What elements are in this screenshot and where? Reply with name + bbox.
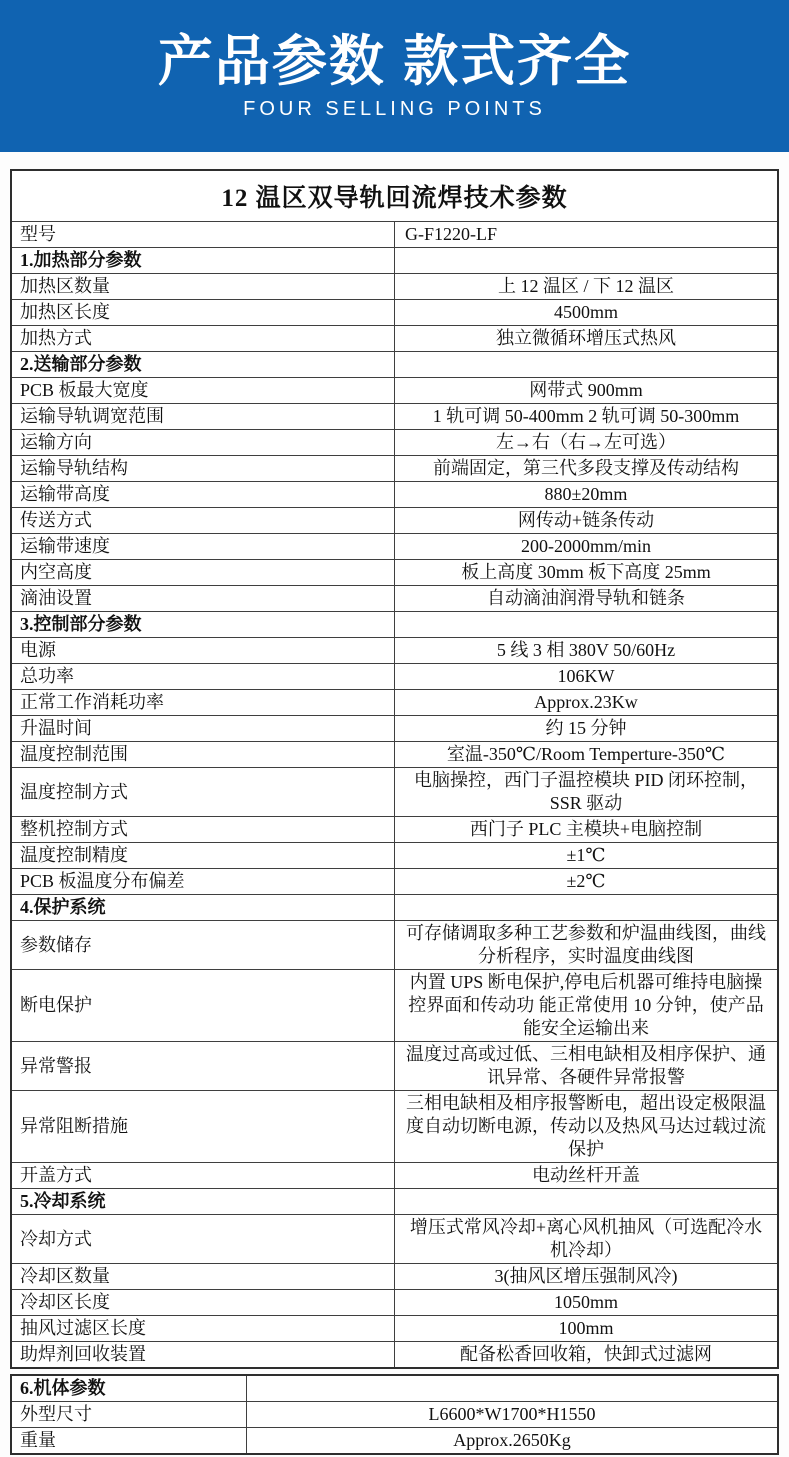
spec-row xyxy=(11,1091,778,1163)
spec-value: 1 轨可调 50-400mm 2 轨可调 50-300mm xyxy=(395,404,779,430)
spec-value: 温度过高或过低、三相电缺相及相序保护、通讯异常、各硬件异常报警 xyxy=(395,1042,779,1091)
spec-row xyxy=(11,664,778,690)
spec-label: 内空高度 xyxy=(11,560,395,586)
spec-row xyxy=(11,378,778,404)
section-label: 6.机体参数 xyxy=(11,1375,247,1402)
spec-row xyxy=(11,300,778,326)
spec-row xyxy=(11,690,778,716)
spec-row xyxy=(11,1402,778,1428)
spec-label: 运输导轨调宽范围 xyxy=(11,404,395,430)
spec-label: 运输方向 xyxy=(11,430,395,456)
body-params-table xyxy=(10,1374,779,1455)
spec-value: 自动滴油润滑导轨和链条 xyxy=(395,586,779,612)
spec-value: 上 12 温区 / 下 12 温区 xyxy=(395,274,779,300)
spec-row xyxy=(11,430,778,456)
spec-row xyxy=(11,1042,778,1091)
spec-value: 配备松香回收箱，快卸式过滤网 xyxy=(395,1342,779,1369)
spec-row xyxy=(11,843,778,869)
spec-value: 增压式常风冷却+离心风机抽风（可选配冷水机冷却） xyxy=(395,1215,779,1264)
spec-value: G-F1220-LF xyxy=(395,222,779,248)
section-header-row xyxy=(11,352,778,378)
spec-value xyxy=(395,352,779,378)
spec-label: 温度控制精度 xyxy=(11,843,395,869)
spec-value: 约 15 分钟 xyxy=(395,716,779,742)
spec-value: 左→右（右→左可选） xyxy=(395,430,779,456)
spec-label: 滴油设置 xyxy=(11,586,395,612)
spec-label: 整机控制方式 xyxy=(11,817,395,843)
spec-value: 室温-350℃/Room Temperture-350℃ xyxy=(395,742,779,768)
spec-label: 温度控制方式 xyxy=(11,768,395,817)
section-label: 2.送输部分参数 xyxy=(11,352,395,378)
spec-value xyxy=(395,612,779,638)
spec-sheet xyxy=(0,152,789,1457)
spec-label: 总功率 xyxy=(11,664,395,690)
spec-value: 1050mm xyxy=(395,1290,779,1316)
spec-value: 电脑操控，西门子温控模块 PID 闭环控制，SSR 驱动 xyxy=(395,768,779,817)
spec-row xyxy=(11,921,778,970)
spec-row xyxy=(11,1290,778,1316)
spec-value: Approx.23Kw xyxy=(395,690,779,716)
spec-label: 冷却区数量 xyxy=(11,1264,395,1290)
spec-label: 冷却方式 xyxy=(11,1215,395,1264)
spec-value: 三相电缺相及相序报警断电，超出设定极限温度自动切断电源，传动以及热风马达过载过流保护 xyxy=(395,1091,779,1163)
section-header-row xyxy=(11,612,778,638)
spec-label: PCB 板温度分布偏差 xyxy=(11,869,395,895)
spec-row xyxy=(11,742,778,768)
section-label: 3.控制部分参数 xyxy=(11,612,395,638)
spec-value: 西门子 PLC 主模块+电脑控制 xyxy=(395,817,779,843)
spec-row xyxy=(11,222,778,248)
spec-label: 异常警报 xyxy=(11,1042,395,1091)
spec-table xyxy=(10,169,779,1369)
spec-row xyxy=(11,586,778,612)
spec-table-title: 12 温区双导轨回流焊技术参数 xyxy=(11,170,778,222)
spec-row xyxy=(11,1428,778,1455)
spec-row xyxy=(11,482,778,508)
spec-row xyxy=(11,1215,778,1264)
spec-label: 运输导轨结构 xyxy=(11,456,395,482)
spec-label: 重量 xyxy=(11,1428,247,1455)
section-label: 1.加热部分参数 xyxy=(11,248,395,274)
section-label: 4.保护系统 xyxy=(11,895,395,921)
section-header-row xyxy=(11,1189,778,1215)
spec-row xyxy=(11,1316,778,1342)
spec-label: 加热方式 xyxy=(11,326,395,352)
spec-row xyxy=(11,560,778,586)
spec-value xyxy=(395,1189,779,1215)
spec-label: 型号 xyxy=(11,222,395,248)
section-header-row xyxy=(11,1375,778,1402)
spec-value: 106KW xyxy=(395,664,779,690)
spec-label: 升温时间 xyxy=(11,716,395,742)
spec-row xyxy=(11,456,778,482)
spec-table-title-row xyxy=(11,170,778,222)
section-header-row xyxy=(11,248,778,274)
spec-value xyxy=(395,895,779,921)
banner-title: 产品参数 款式齐全 xyxy=(157,29,632,92)
spec-value: ±1℃ xyxy=(395,843,779,869)
spec-label: 加热区数量 xyxy=(11,274,395,300)
section-label: 5.冷却系统 xyxy=(11,1189,395,1215)
spec-value xyxy=(395,248,779,274)
spec-label: 断电保护 xyxy=(11,970,395,1042)
spec-value: 前端固定，第三代多段支撑及传动结构 xyxy=(395,456,779,482)
spec-label: 传送方式 xyxy=(11,508,395,534)
spec-label: 参数储存 xyxy=(11,921,395,970)
spec-label: 温度控制范围 xyxy=(11,742,395,768)
spec-row xyxy=(11,1342,778,1369)
spec-label: 异常阻断措施 xyxy=(11,1091,395,1163)
spec-value: 4500mm xyxy=(395,300,779,326)
spec-value xyxy=(247,1375,779,1402)
spec-value: 880±20mm xyxy=(395,482,779,508)
spec-value: 200-2000mm/min xyxy=(395,534,779,560)
spec-label: 运输带高度 xyxy=(11,482,395,508)
spec-label: 抽风过滤区长度 xyxy=(11,1316,395,1342)
spec-value: 电动丝杆开盖 xyxy=(395,1163,779,1189)
spec-label: PCB 板最大宽度 xyxy=(11,378,395,404)
spec-row xyxy=(11,534,778,560)
spec-value: Approx.2650Kg xyxy=(247,1428,779,1455)
spec-row xyxy=(11,638,778,664)
spec-row xyxy=(11,869,778,895)
spec-label: 运输带速度 xyxy=(11,534,395,560)
spec-label: 冷却区长度 xyxy=(11,1290,395,1316)
spec-value: L6600*W1700*H1550 xyxy=(247,1402,779,1428)
spec-label: 电源 xyxy=(11,638,395,664)
spec-row xyxy=(11,274,778,300)
spec-label: 助焊剂回收装置 xyxy=(11,1342,395,1369)
spec-label: 加热区长度 xyxy=(11,300,395,326)
spec-row xyxy=(11,508,778,534)
spec-value: 板上高度 30mm 板下高度 25mm xyxy=(395,560,779,586)
spec-row xyxy=(11,970,778,1042)
section-header-row xyxy=(11,895,778,921)
spec-label: 外型尺寸 xyxy=(11,1402,247,1428)
spec-value: 独立微循环增压式热风 xyxy=(395,326,779,352)
spec-row xyxy=(11,326,778,352)
spec-value: ±2℃ xyxy=(395,869,779,895)
banner-subtitle: FOUR SELLING POINTS xyxy=(243,98,546,121)
spec-value: 3(抽风区增压强制风冷) xyxy=(395,1264,779,1290)
banner xyxy=(0,0,789,152)
spec-value: 内置 UPS 断电保护,停电后机器可维持电脑操控界面和传动功 能正常使用 10 分钟，使产品能安全运输出来 xyxy=(395,970,779,1042)
spec-value: 网带式 900mm xyxy=(395,378,779,404)
spec-row xyxy=(11,1264,778,1290)
spec-value: 100mm xyxy=(395,1316,779,1342)
spec-row xyxy=(11,768,778,817)
spec-value: 5 线 3 相 380V 50/60Hz xyxy=(395,638,779,664)
spec-row xyxy=(11,404,778,430)
spec-label: 开盖方式 xyxy=(11,1163,395,1189)
spec-value: 可存储调取多种工艺参数和炉温曲线图，曲线分析程序，实时温度曲线图 xyxy=(395,921,779,970)
spec-row xyxy=(11,817,778,843)
spec-row xyxy=(11,716,778,742)
spec-row xyxy=(11,1163,778,1189)
spec-label: 正常工作消耗功率 xyxy=(11,690,395,716)
spec-value: 网传动+链条传动 xyxy=(395,508,779,534)
